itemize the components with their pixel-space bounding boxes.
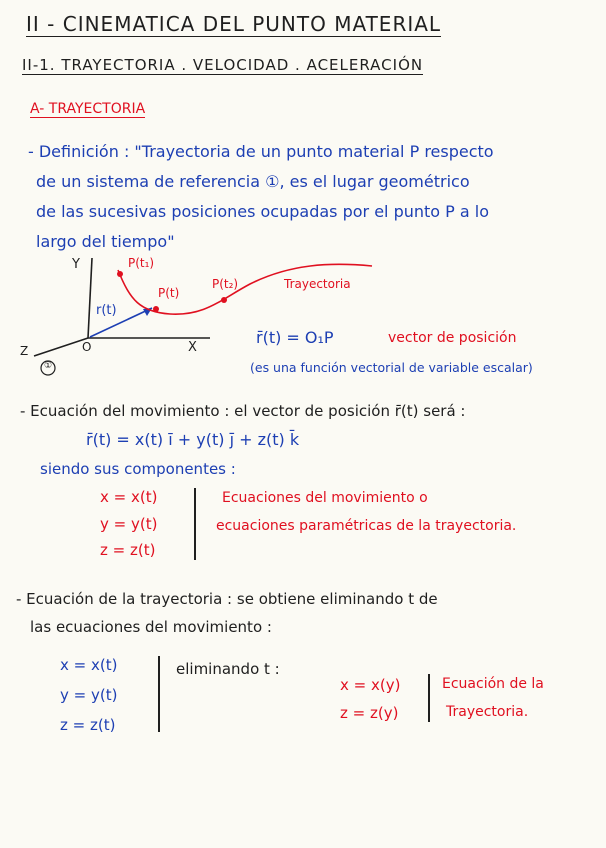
trajectory-heading: - Ecuación de la trayectoria : se obtiene eliminando t de xyxy=(16,590,438,608)
trajectory-curve-label: Trayectoria xyxy=(284,277,351,291)
result-x: x = x(y) xyxy=(340,676,401,694)
motion-vector-equation: r̄(t) = x(t) ī + y(t) j̄ + z(t) k̄ xyxy=(86,430,300,449)
trajectory-heading-2: las ecuaciones del movimiento : xyxy=(30,618,272,636)
label-p-t: P(t) xyxy=(158,286,180,300)
position-vector-note: (es una función vectorial de variable escalar) xyxy=(250,360,533,375)
definition-line-3: de las sucesivas posiciones ocupadas por el punto P a lo xyxy=(36,202,490,221)
motion-desc-2: ecuaciones paramétricas de la trayectoria. xyxy=(216,518,517,534)
result-desc-2: Trayectoria. xyxy=(446,704,529,720)
motion-x: x = x(t) xyxy=(100,488,158,506)
point-p-t1 xyxy=(117,271,123,277)
axis-z-label: Z xyxy=(20,344,29,358)
definition-line-2: de un sistema de referencia ①, es el lugar geométrico xyxy=(36,172,470,191)
axis-x-label: X xyxy=(188,340,197,355)
definition-line-4: largo del tiempo" xyxy=(36,232,175,251)
origin-label: O xyxy=(82,340,92,354)
position-vector-equation: r̄(t) = O₁P xyxy=(256,328,334,347)
label-p-t1: P(t₁) xyxy=(128,256,155,270)
traj-z: z = z(t) xyxy=(60,716,116,734)
result-z: z = z(y) xyxy=(340,704,399,722)
subsection-title: A- TRAYECTORIA xyxy=(30,101,146,117)
z-axis xyxy=(34,338,88,356)
chapter-title: II - CINEMATICA DEL PUNTO MATERIAL xyxy=(26,12,442,36)
section-title: II-1. TRAYECTORIA . VELOCIDAD . ACELERACIÓN xyxy=(22,56,424,74)
label-r-t: r(t) xyxy=(96,303,117,318)
point-p-t2 xyxy=(221,297,227,303)
traj-brace xyxy=(158,656,160,732)
point-p-t xyxy=(153,306,159,312)
axis-y-label: Y xyxy=(72,257,80,272)
position-vector-description: vector de posición xyxy=(388,330,517,346)
traj-y: y = y(t) xyxy=(60,686,118,704)
motion-z: z = z(t) xyxy=(100,541,156,559)
definition-line-1: - Definición : "Trayectoria de un punto material P respecto xyxy=(28,142,494,161)
y-axis xyxy=(88,258,92,338)
motion-desc-1: Ecuaciones del movimiento o xyxy=(222,490,428,506)
traj-x: x = x(t) xyxy=(60,656,118,674)
result-desc-1: Ecuación de la xyxy=(442,676,544,692)
motion-brace xyxy=(194,488,196,560)
eliminando-label: eliminando t : xyxy=(176,660,280,678)
result-brace xyxy=(428,674,430,722)
frame-label: ① xyxy=(44,361,53,371)
label-p-t2: P(t₂) xyxy=(212,277,239,291)
components-label: siendo sus componentes : xyxy=(40,460,236,478)
motion-y: y = y(t) xyxy=(100,515,158,533)
motion-heading: - Ecuación del movimiento : el vector de posición r̄(t) será : xyxy=(20,402,466,420)
